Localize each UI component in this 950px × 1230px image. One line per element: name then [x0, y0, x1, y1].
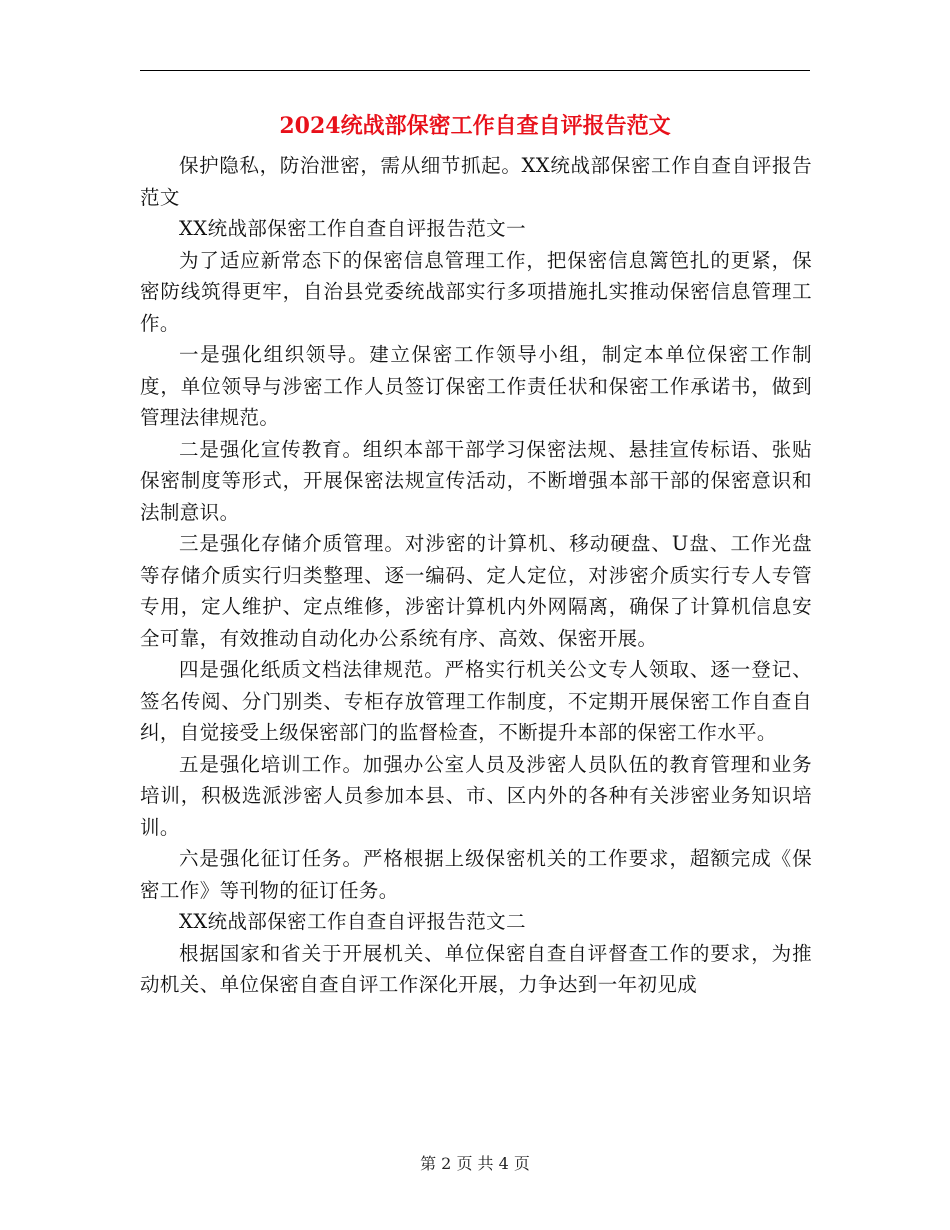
- paragraph: 四是强化纸质文档法律规范。严格实行机关公文专人领取、逐一登记、签名传阅、分门别类、专柜存放管理工作制度，不定期开展保密工作自查自纠，自觉接受上级保密部门的监督检查，不断提升本部的保密工作水平。: [140, 658, 812, 744]
- page-number-footer: 第 2 页 共 4 页: [420, 1154, 530, 1173]
- header-rule: [140, 70, 810, 71]
- paragraph: 根据国家和省关于开展机关、单位保密自查自评督查工作的要求，为推动机关、单位保密自查自评工作深化开展，力争达到一年初见成: [140, 941, 812, 996]
- paragraph: 五是强化培训工作。加强办公室人员及涉密人员队伍的教育管理和业务培训，积极选派涉密人员参加本县、市、区内外的各种有关涉密业务知识培训。: [140, 752, 812, 839]
- paragraph: 二是强化宣传教育。组织本部干部学习保密法规、悬挂宣传标语、张贴保密制度等形式，开展保密法规宣传活动，不断增强本部干部的保密意识和法制意识。: [140, 437, 812, 524]
- paragraph: 三是强化存储介质管理。对涉密的计算机、移动硬盘、U盘、工作光盘等存储介质实行归类整理、逐一编码、定人定位，对涉密介质实行专人专管专用，定人维护、定点维修，涉密计算机内外网隔离，确保了计算机信息安全可靠，有效推动自动化办公系统有序、高效、保密开展。: [140, 532, 812, 650]
- section-heading-2: XX统战部保密工作自查自评报告范文二: [179, 910, 526, 933]
- paragraph: 为了适应新常态下的保密信息管理工作，把保密信息篱笆扎的更紧，保密防线筑得更牢，自治县党委统战部实行多项措施扎实推动保密信息管理工作。: [140, 248, 812, 335]
- document-title: 2024统战部保密工作自查自评报告范文: [279, 113, 671, 139]
- document-body: [140, 150, 812, 1001]
- paragraph: 六是强化征订任务。严格根据上级保密机关的工作要求，超额完成《保密工作》等刊物的征订任务。: [140, 847, 812, 902]
- paragraph-intro: 保护隐私，防治泄密，需从细节抓起。XX统战部保密工作自查自评报告范文: [140, 154, 812, 209]
- paragraph: 一是强化组织领导。建立保密工作领导小组，制定本单位保密工作制度，单位领导与涉密工作人员签订保密工作责任状和保密工作承诺书，做到管理法律规范。: [140, 343, 812, 429]
- section-heading-1: XX统战部保密工作自查自评报告范文一: [179, 217, 526, 240]
